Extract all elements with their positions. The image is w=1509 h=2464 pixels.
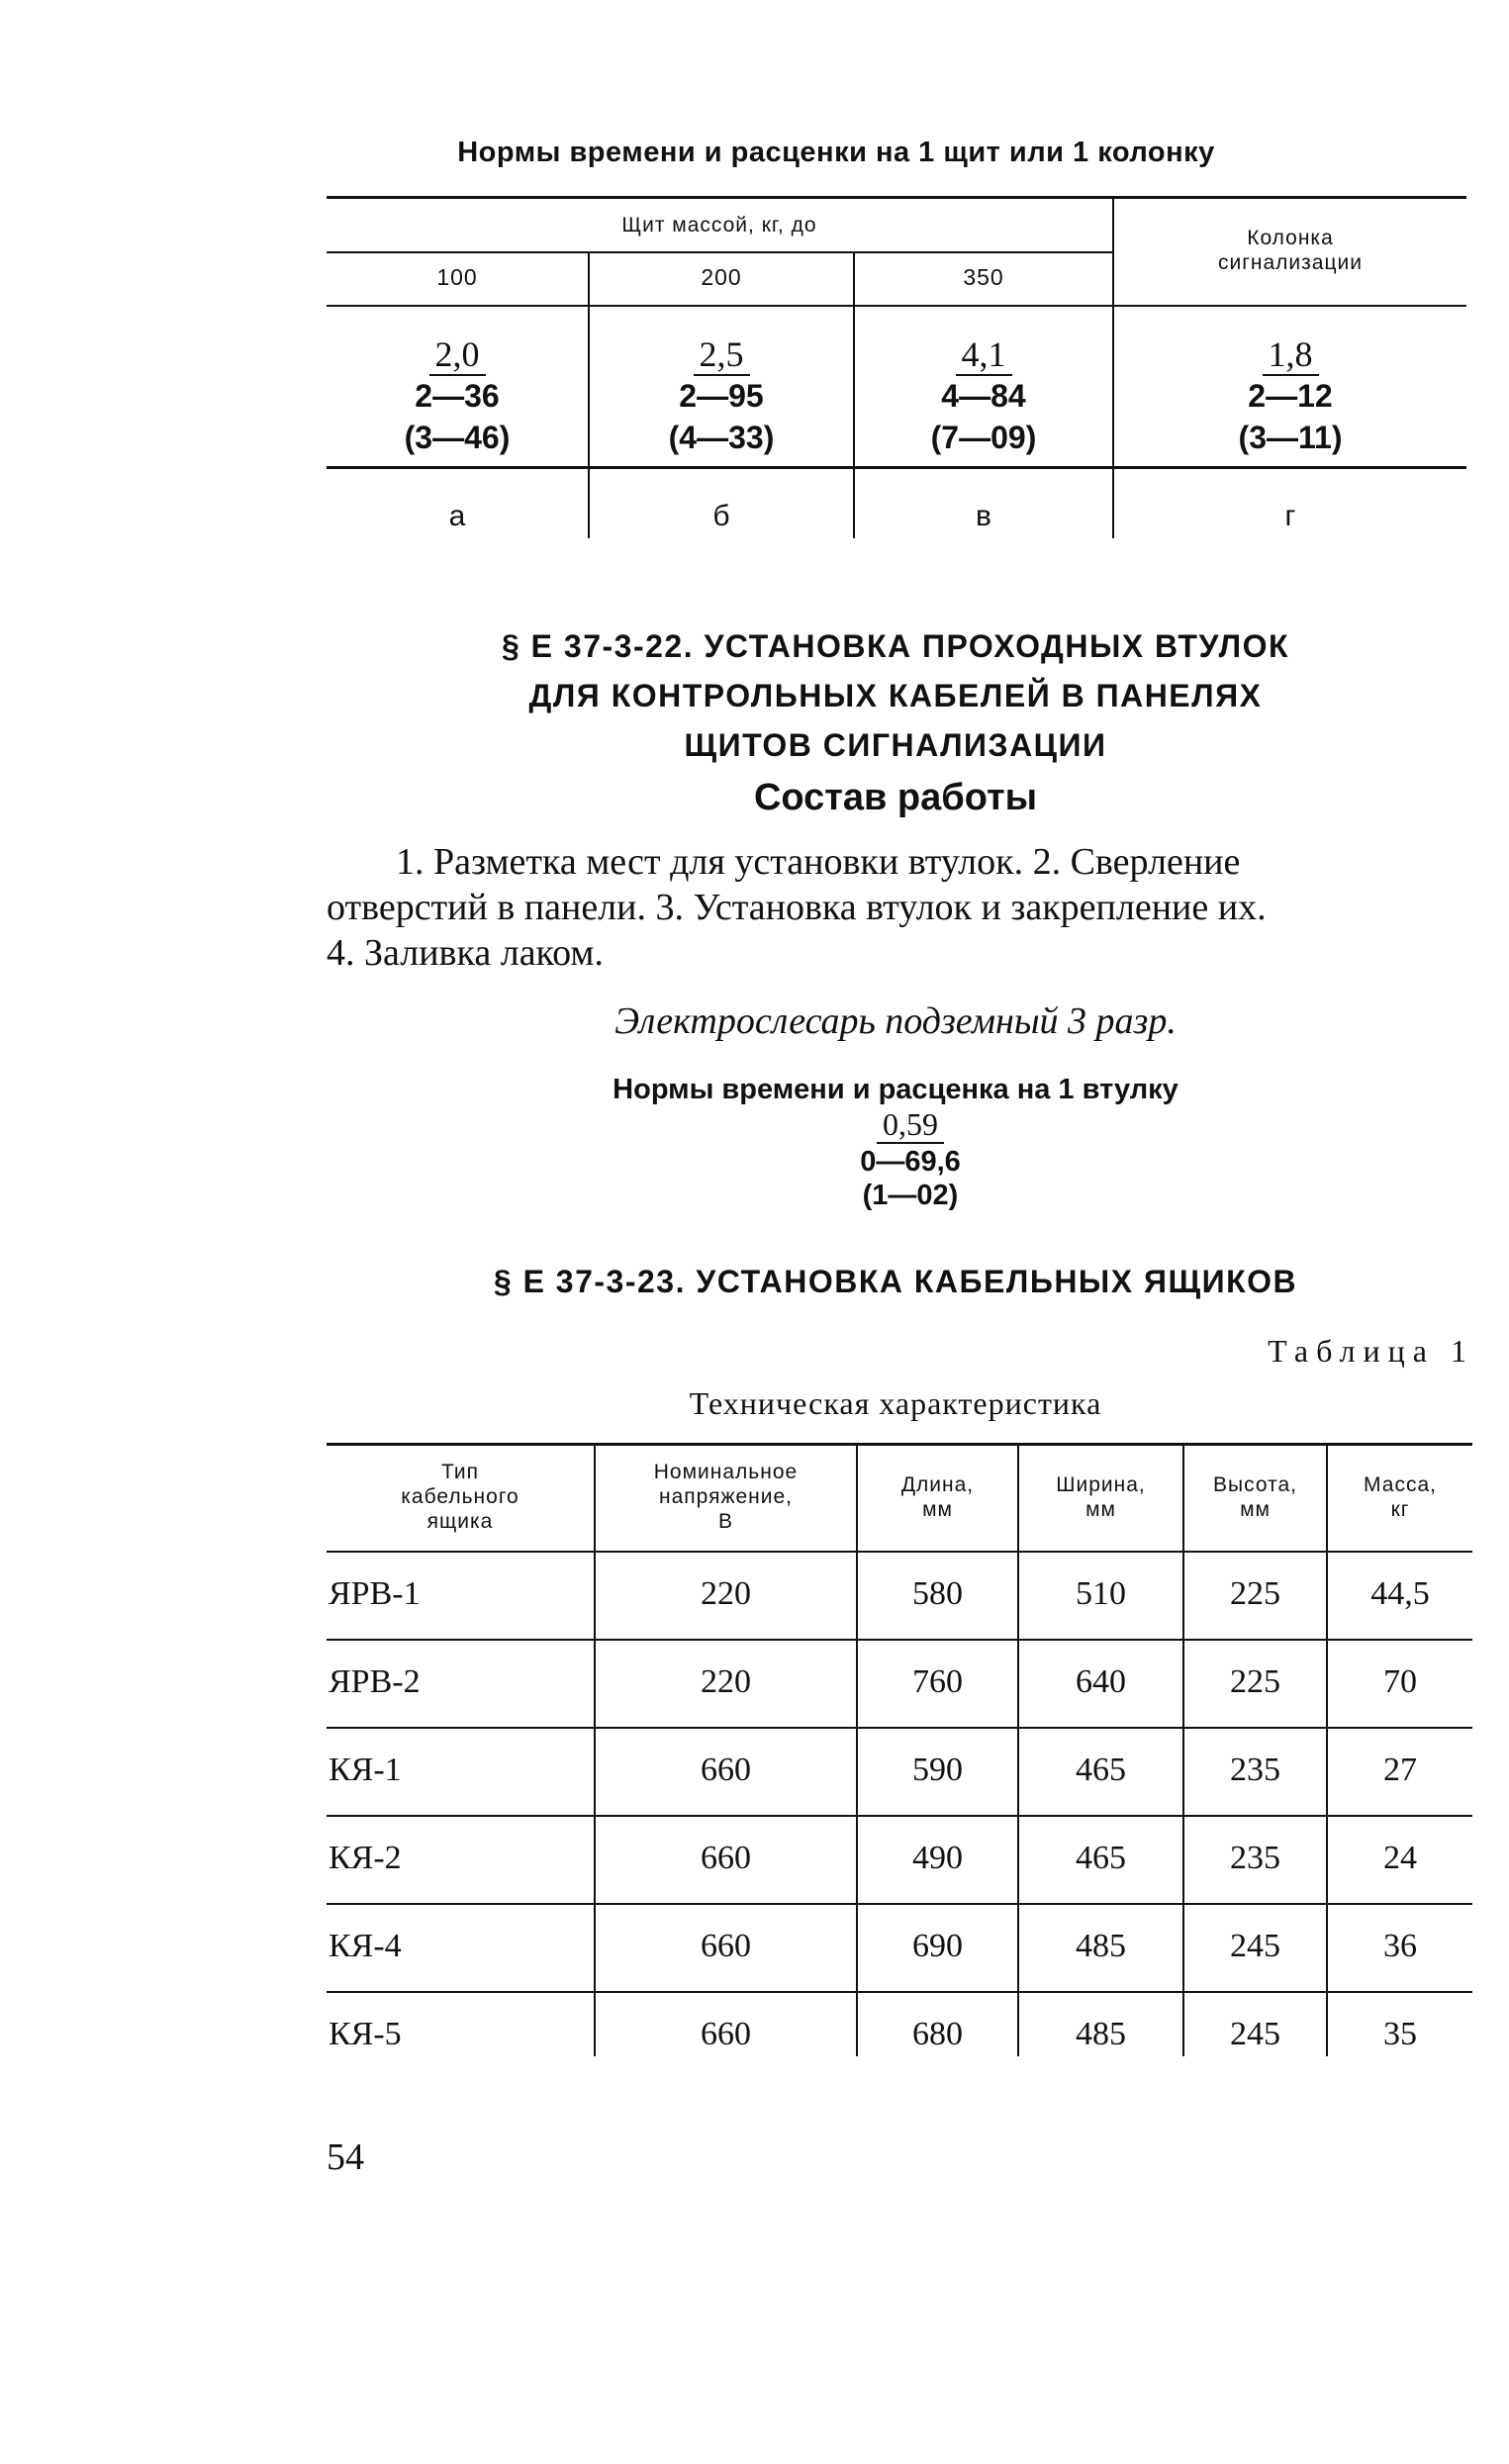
norm-cell-350: 4,1 4—84 (7—09) bbox=[930, 334, 1037, 455]
norm-cell-200: 2,5 2—95 (4—33) bbox=[668, 334, 775, 455]
column-letter-a: а bbox=[448, 500, 466, 532]
cell-width: 465 bbox=[1076, 1752, 1126, 1788]
section-22-subheading: Состав работы bbox=[753, 777, 1038, 818]
cell-length: 680 bbox=[912, 2016, 963, 2052]
table-title: Техническая характеристика bbox=[689, 1385, 1102, 1421]
cell-mass: 70 bbox=[1383, 1663, 1417, 1700]
cell-voltage: 660 bbox=[701, 1752, 751, 1788]
section-23-heading: § Е 37-3-23. УСТАНОВКА КАБЕЛЬНЫХ ЯЩИКОВ bbox=[493, 1264, 1298, 1299]
cell-length: 760 bbox=[912, 1663, 963, 1700]
cell-mass: 44,5 bbox=[1370, 1575, 1430, 1612]
cell-height: 225 bbox=[1230, 1575, 1280, 1612]
cell-width: 640 bbox=[1076, 1663, 1126, 1700]
cell-type: КЯ-2 bbox=[329, 1840, 402, 1876]
cell-voltage: 660 bbox=[701, 2016, 751, 2052]
column-header-350: 350 bbox=[963, 264, 1004, 290]
header-cable-box-type: Тип кабельного ящика bbox=[401, 1461, 519, 1533]
header-rated-voltage: Номинальное напряжение, В bbox=[653, 1461, 799, 1533]
cell-length: 490 bbox=[912, 1840, 963, 1876]
norm-cell-100: 2,0 2—36 (3—46) bbox=[404, 334, 511, 455]
cell-height: 235 bbox=[1230, 1752, 1280, 1788]
cell-height: 245 bbox=[1230, 2016, 1280, 2052]
cell-height: 235 bbox=[1230, 1840, 1280, 1876]
cell-width: 485 bbox=[1076, 1928, 1126, 1964]
group-header: Щит массой, кг, до bbox=[621, 214, 817, 237]
column-header-100: 100 bbox=[436, 264, 478, 290]
cell-length: 580 bbox=[912, 1575, 963, 1612]
cell-type: КЯ-1 bbox=[329, 1752, 402, 1788]
cell-mass: 35 bbox=[1383, 2016, 1417, 2052]
header-length: Длина, мм bbox=[900, 1473, 975, 1521]
cell-width: 485 bbox=[1076, 2016, 1126, 2052]
table-label: Таблица 1 bbox=[1268, 1333, 1474, 1369]
section-22-heading: § Е 37-3-22. УСТАНОВКА ПРОХОДНЫХ ВТУЛОК ДЛЯ КОНТРОЛЬНЫХ КАБЕЛЕЙ В ПАНЕЛЯХ ЩИТОВ СИГНАЛИЗАЦИИ bbox=[501, 628, 1290, 763]
cell-voltage: 660 bbox=[701, 1928, 751, 1964]
cell-type: ЯРВ-2 bbox=[329, 1663, 421, 1700]
norm-cell-signal-column: 1,8 2—12 (3—11) bbox=[1238, 334, 1343, 455]
cell-mass: 27 bbox=[1383, 1752, 1417, 1788]
column-letter-g: г bbox=[1284, 500, 1296, 532]
cell-type: КЯ-5 bbox=[329, 2016, 402, 2052]
cell-mass: 36 bbox=[1383, 1928, 1417, 1964]
table1-title: Нормы времени и расценки на 1 щит или 1 колонку bbox=[457, 137, 1215, 168]
cell-height: 245 bbox=[1230, 1928, 1280, 1964]
cell-height: 225 bbox=[1230, 1663, 1280, 1700]
column-header-signal-column: Колонка сигнализации bbox=[1218, 227, 1363, 274]
cell-type: КЯ-4 bbox=[329, 1928, 402, 1964]
cell-width: 465 bbox=[1076, 1840, 1126, 1876]
header-width: Ширина, мм bbox=[1056, 1473, 1146, 1521]
cell-voltage: 660 bbox=[701, 1840, 751, 1876]
cell-voltage: 220 bbox=[701, 1575, 751, 1612]
page-number: 54 bbox=[327, 2136, 364, 2178]
column-header-200: 200 bbox=[701, 264, 742, 290]
cell-type: ЯРВ-1 bbox=[329, 1575, 421, 1612]
cell-mass: 24 bbox=[1383, 1840, 1417, 1876]
cell-length: 590 bbox=[912, 1752, 963, 1788]
header-mass: Масса, кг bbox=[1364, 1473, 1437, 1521]
norm-title: Нормы времени и расценка на 1 втулку bbox=[613, 1074, 1179, 1105]
cell-width: 510 bbox=[1076, 1575, 1126, 1612]
column-letter-v: в bbox=[976, 500, 991, 532]
cell-voltage: 220 bbox=[701, 1663, 751, 1700]
header-height: Высота, мм bbox=[1213, 1473, 1297, 1521]
worker-grade: Электрослесарь подземный 3 разр. bbox=[614, 1000, 1177, 1042]
section-22-body: 1. Разметка мест для установки втулок. 2. Сверление отверстий в панели. 3. Установка втулок и закрепление их. 4. Заливка лаком. bbox=[327, 841, 1267, 974]
column-letter-b: б bbox=[712, 500, 730, 532]
norm-value: 0,59 0—69,6 (1—02) bbox=[860, 1106, 961, 1211]
cell-length: 690 bbox=[912, 1928, 963, 1964]
